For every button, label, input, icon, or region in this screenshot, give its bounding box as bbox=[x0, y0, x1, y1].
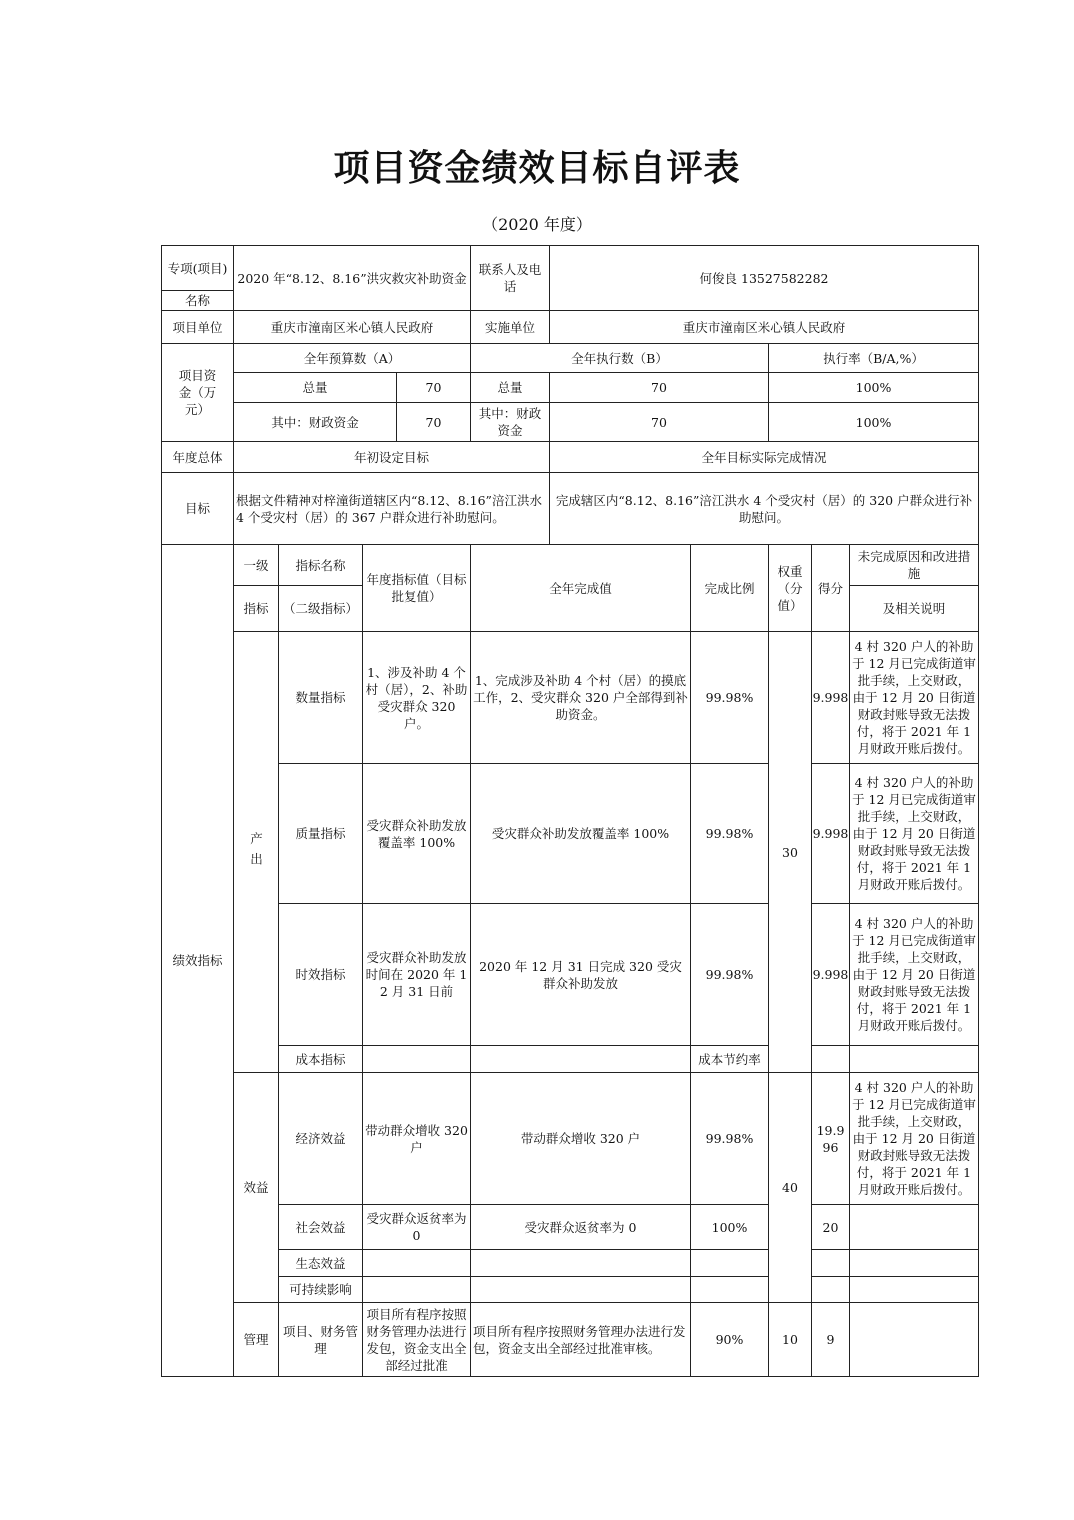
row-name-social: 社会效益 bbox=[278, 1204, 363, 1250]
row-target-sustainable bbox=[362, 1276, 471, 1303]
row-name-timeliness: 时效指标 bbox=[278, 903, 363, 1046]
actual-goal-text: 完成辖区内“8.12、8.16”涪江洪水 4 个受灾村（居）的 320 户群众进行补助慰问。 bbox=[549, 472, 979, 545]
row-score-quantity: 9.998 bbox=[811, 631, 850, 764]
row-actual-ecological bbox=[470, 1249, 691, 1277]
row-name-sustainable: 可持续影响 bbox=[278, 1276, 363, 1303]
row-reason-sustainable bbox=[849, 1276, 979, 1303]
row-score-sustainable bbox=[811, 1276, 850, 1303]
row-ratio-timeliness: 99.98% bbox=[690, 903, 769, 1046]
row-reason-cost bbox=[849, 1045, 979, 1073]
row-actual-quantity: 1、完成涉及补助 4 个村（居）的摸底工作，2、受灾群众 320 户全部得到补助资金。 bbox=[470, 631, 691, 764]
row-target-quantity: 1、涉及补助 4 个村（居），2、补助受灾群众 320 户。 bbox=[362, 631, 471, 764]
row-target-timeliness: 受灾群众补助发放时间在 2020 年 12 月 31 日前 bbox=[362, 903, 471, 1046]
row-ratio-management: 90% bbox=[690, 1302, 769, 1377]
total-label-a: 总量 bbox=[233, 372, 397, 403]
contact-value: 何俊良 13527582282 bbox=[549, 245, 979, 311]
impl-value: 重庆市潼南区米心镇人民政府 bbox=[549, 310, 979, 344]
benefit-weight: 40 bbox=[768, 1072, 812, 1303]
mgmt-label: 管理 bbox=[233, 1302, 279, 1377]
fiscal-b: 70 bbox=[549, 402, 769, 442]
total-b: 70 bbox=[549, 372, 769, 403]
year-subtitle: （2020 年度） bbox=[482, 215, 592, 234]
unit-label: 项目单位 bbox=[161, 310, 234, 344]
row-ratio-ecological bbox=[690, 1249, 769, 1277]
row-reason-quality: 4 村 320 户人的补助于 12 月已完成街道审批手续，上交财政，由于 12 月 20 日街道财政封账导致无法拨付，将于 2021 年 1 月财政开账后拨付。 bbox=[849, 763, 979, 904]
ratio-header: 完成比例 bbox=[690, 544, 769, 632]
row-name-cost: 成本指标 bbox=[278, 1045, 363, 1073]
budget-header: 全年预算数（A） bbox=[233, 343, 471, 373]
row-target-social: 受灾群众返贫率为 0 bbox=[362, 1204, 471, 1250]
project-name-value: 2020 年“8.12、8.16”洪灾救灾补助资金 bbox=[233, 245, 471, 311]
score-header: 得分 bbox=[811, 544, 850, 632]
row-actual-management: 项目所有程序按照财务管理办法进行发包，资金支出全部经过批准审核。 bbox=[470, 1302, 691, 1377]
row-score-ecological bbox=[811, 1249, 850, 1277]
row-actual-sustainable bbox=[470, 1276, 691, 1303]
unit-value: 重庆市潼南区米心镇人民政府 bbox=[233, 310, 471, 344]
row-target-quality: 受灾群众补助发放覆盖率 100% bbox=[362, 763, 471, 904]
row-ratio-sustainable bbox=[690, 1276, 769, 1303]
fiscal-rate: 100% bbox=[768, 402, 979, 442]
initial-goal-header: 年初设定目标 bbox=[233, 441, 550, 473]
row-target-cost bbox=[362, 1045, 471, 1073]
total-rate: 100% bbox=[768, 372, 979, 403]
fiscal-a: 70 bbox=[396, 402, 471, 442]
perf-label: 绩效指标 bbox=[161, 544, 234, 1377]
name-header-bottom: （二级指标） bbox=[278, 585, 363, 632]
impl-label: 实施单位 bbox=[470, 310, 550, 344]
rate-header: 执行率（B/A,%） bbox=[768, 343, 979, 373]
exec-header: 全年执行数（B） bbox=[470, 343, 769, 373]
row-score-cost bbox=[811, 1045, 850, 1073]
row-name-ecological: 生态效益 bbox=[278, 1249, 363, 1277]
goal-label: 目标 bbox=[161, 472, 234, 545]
row-score-quality: 9.998 bbox=[811, 763, 850, 904]
name-header-top: 指标名称 bbox=[278, 544, 363, 586]
row-name-management: 项目、财务管理 bbox=[278, 1302, 363, 1377]
weight-header: 权重（分值） bbox=[768, 544, 812, 632]
row-target-management: 项目所有程序按照财务管理办法进行发包，资金支出全部经过批准 bbox=[362, 1302, 471, 1377]
initial-goal-text: 根据文件精神对梓潼街道辖区内“8.12、8.16”涪江洪水 4 个受灾村（居）的 367 户群众进行补助慰问。 bbox=[233, 472, 550, 545]
actual-header: 全年完成值 bbox=[470, 544, 691, 632]
row-ratio-economic: 99.98% bbox=[690, 1072, 769, 1205]
row-name-quality: 质量指标 bbox=[278, 763, 363, 904]
row-name-economic: 经济效益 bbox=[278, 1072, 363, 1205]
fiscal-label-a: 其中：财政资金 bbox=[233, 402, 397, 442]
total-a: 70 bbox=[396, 372, 471, 403]
year-goal-label: 年度总体 bbox=[161, 441, 234, 473]
output-weight: 30 bbox=[768, 631, 812, 1073]
row-actual-social: 受灾群众返贫率为 0 bbox=[470, 1204, 691, 1250]
row-name-quantity: 数量指标 bbox=[278, 631, 363, 764]
actual-goal-header: 全年目标实际完成情况 bbox=[549, 441, 979, 473]
row-score-management: 9 bbox=[811, 1302, 850, 1377]
project-name-label-top: 专项(项目) bbox=[161, 245, 234, 290]
funds-label: 项目资金（万元） bbox=[161, 343, 234, 442]
row-score-economic: 19.996 bbox=[811, 1072, 850, 1205]
row-ratio-social: 100% bbox=[690, 1204, 769, 1250]
row-reason-economic: 4 村 320 户人的补助于 12 月已完成街道审批手续，上交财政，由于 12 月 20 日街道财政封账导致无法拨付，将于 2021 年 1 月财政开账后拨付。 bbox=[849, 1072, 979, 1205]
row-reason-timeliness: 4 村 320 户人的补助于 12 月已完成街道审批手续，上交财政，由于 12 月 20 日街道财政封账导致无法拨付，将于 2021 年 1 月财政开账后拨付。 bbox=[849, 903, 979, 1046]
row-ratio-quality: 99.98% bbox=[690, 763, 769, 904]
row-score-social: 20 bbox=[811, 1204, 850, 1250]
row-target-ecological bbox=[362, 1249, 471, 1277]
row-ratio-quantity: 99.98% bbox=[690, 631, 769, 764]
page-title: 项目资金绩效目标自评表 bbox=[333, 147, 741, 189]
reason-header-top: 未完成原因和改进措施 bbox=[849, 544, 979, 586]
row-reason-ecological bbox=[849, 1249, 979, 1277]
contact-label: 联系人及电话 bbox=[470, 245, 550, 311]
row-actual-economic: 带动群众增收 320 户 bbox=[470, 1072, 691, 1205]
row-actual-quality: 受灾群众补助发放覆盖率 100% bbox=[470, 763, 691, 904]
benefit-label: 效益 bbox=[233, 1072, 279, 1303]
row-score-timeliness: 9.998 bbox=[811, 903, 850, 1046]
reason-header-bottom: 及相关说明 bbox=[849, 585, 979, 632]
row-reason-management bbox=[849, 1302, 979, 1377]
row-reason-quantity: 4 村 320 户人的补助于 12 月已完成街道审批手续，上交财政，由于 12 月 20 日街道财政封账导致无法拨付，将于 2021 年 1 月财政开账后拨付。 bbox=[849, 631, 979, 764]
row-reason-social bbox=[849, 1204, 979, 1250]
level1-header-bottom: 指标 bbox=[233, 585, 279, 632]
target-header: 年度指标值（目标批复值） bbox=[362, 544, 471, 632]
row-target-economic: 带动群众增收 320 户 bbox=[362, 1072, 471, 1205]
row-actual-timeliness: 2020 年 12 月 31 日完成 320 受灾群众补助发放 bbox=[470, 903, 691, 1046]
output-label: 产出 bbox=[233, 631, 279, 1073]
project-name-label-bottom: 名称 bbox=[161, 290, 234, 311]
row-weight-management: 10 bbox=[768, 1302, 812, 1377]
fiscal-label-b: 其中：财政资金 bbox=[470, 402, 550, 442]
level1-header-top: 一级 bbox=[233, 544, 279, 586]
row-actual-cost bbox=[470, 1045, 691, 1073]
row-ratio-cost: 成本节约率 bbox=[690, 1045, 769, 1073]
total-label-b: 总量 bbox=[470, 372, 550, 403]
